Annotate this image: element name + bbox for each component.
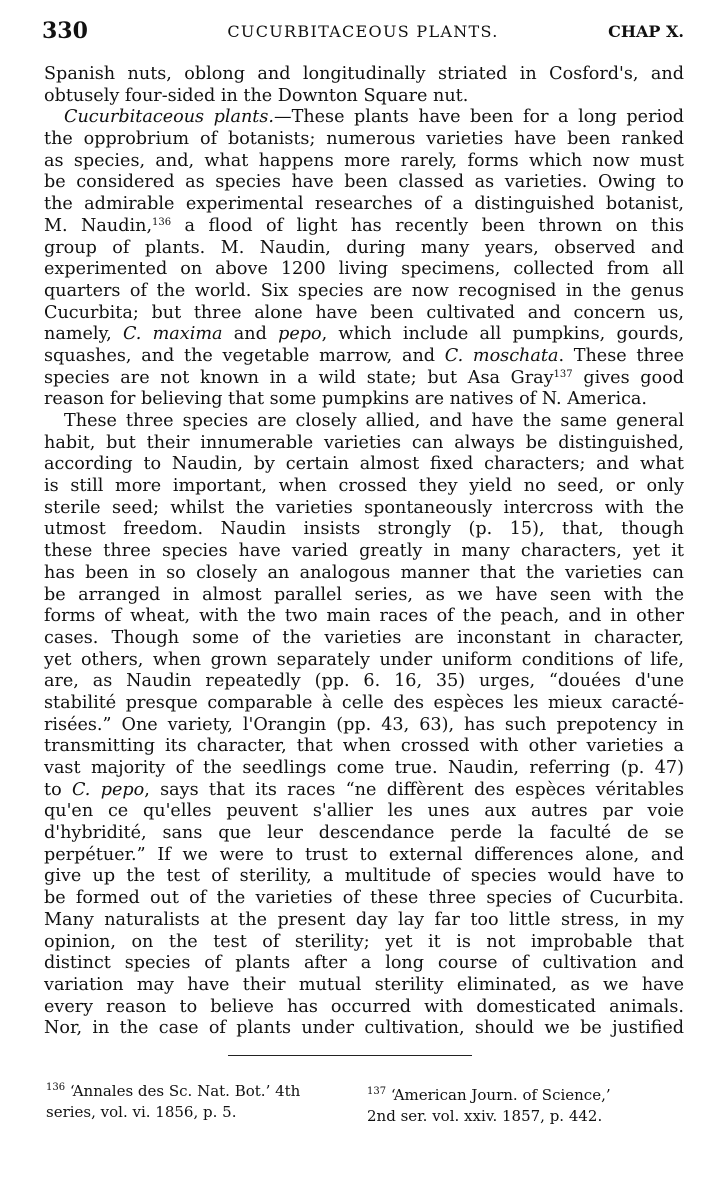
species-name: C. moschata — [444, 345, 559, 366]
text-line: Cucurbitaceous plants.—These plants have been for a long period — [64, 107, 684, 128]
text-line: has been in so closely an analogous manner that the varieties can — [44, 562, 684, 583]
text-line: yet others, when grown separately under uniform conditions of life, — [44, 649, 684, 670]
footnote-ref-136: 136 — [152, 216, 172, 228]
text-line: These three species are closely allied, and have the same general — [64, 411, 684, 431]
footnote-number: 136 — [46, 1082, 66, 1093]
text-line: forms of wheat, with the two main races of the peach, and in other — [44, 606, 684, 627]
text-line: as species, and, what happens more rarely, forms which now must — [44, 150, 684, 171]
text-line: according to Naudin, by certain almost fixed characters; and what — [44, 454, 684, 475]
section-heading: Cucurbitaceous plants. — [64, 107, 274, 128]
text-line: perpétuer.” If we were to trust to external differences alone, and — [44, 844, 684, 865]
body-text — [44, 64, 684, 1040]
chapter-label: CHAP X. — [608, 22, 684, 41]
text-line: reason for believing that some pumpkins are natives of N. America. — [44, 389, 648, 410]
text-line: Cucurbita; but three alone have been cultivated and concern us, — [44, 302, 684, 323]
text-line: stabilité presque comparable à celle des espèces les mieux caracté- — [44, 692, 684, 713]
text-line: these three species have varied greatly in many characters, yet it — [44, 541, 684, 562]
text-line: Nor, in the case of plants under cultivation, should we be justified — [44, 1018, 684, 1039]
text-line: d'hybridité, sans que leur descendance perde la faculté de se — [44, 823, 684, 844]
text-line: the opprobrium of botanists; numerous varieties have been ranked — [44, 129, 684, 150]
text-line: transmitting its character, that when crossed with other varieties a — [44, 736, 684, 757]
running-title: CUCURBITACEOUS PLANTS. — [227, 22, 499, 41]
footnote-ref-137: 137 — [553, 368, 573, 380]
text-line: risées.” One variety, l'Orangin (pp. 43, 63), has such prepotency in — [44, 714, 684, 735]
text-line: sterile seed; whilst the varieties spontaneously intercross with the — [44, 497, 684, 518]
species-name: C. pepo — [71, 779, 145, 800]
text-line: the admirable experimental researches of a distinguished botanist, — [44, 194, 684, 215]
text-line: be formed out of the varieties of these three species of Cucurbita. — [44, 888, 684, 909]
text-line: be considered as species have been classed as varieties. Owing to — [44, 172, 684, 193]
text-line: distinct species of plants after a long course of cultivation and — [44, 953, 684, 974]
text-line: species are not known in a wild state; but Asa Gray$^{137}$ gives good — [44, 367, 684, 388]
text-line: namely, C. maxima and pepo, which include all pumpkins, gourds, — [44, 324, 684, 345]
text-line: be arranged in almost parallel series, as we have seen with the — [44, 584, 684, 605]
text-line: to C. pepo, says that its races “ne diffèrent des espèces véritables — [44, 779, 684, 800]
text-line: vast majority of the seedlings come true. Naudin, referring (p. 47) — [44, 758, 684, 778]
text-line: variation may have their mutual sterility eliminated, as we have — [44, 974, 684, 995]
species-name: C. maxima — [122, 324, 223, 345]
text-line: M. Naudin,$^{136}$ a flood of light has recently been thrown on this — [44, 215, 684, 236]
text-line: cases. Though some of the varieties are inconstant in character, — [44, 627, 684, 648]
footnote-137: $^{137}$ ‘American Journ. of Science,’ 2nd ser. vol. xxiv. 1857, p. 442. — [367, 1086, 611, 1125]
text-line: Spanish nuts, oblong and longitudinally striated in Cosford's, and — [44, 64, 684, 84]
text-line: qu'en ce qu'elles peuvent s'allier les unes aux autres par voie — [44, 801, 684, 822]
text-line: give up the test of sterility, a multitude of species would have to — [44, 866, 684, 887]
text-line: utmost freedom. Naudin insists strongly (p. 15), that, though — [44, 519, 684, 540]
text-line: quarters of the world. Six species are now recognised in the genus — [44, 280, 684, 301]
text-line: obtusely four-sided in the Downton Square nut. — [44, 85, 469, 106]
text-line: group of plants. M. Naudin, during many years, observed and — [44, 237, 684, 258]
text-line: experimented on above 1200 living specimens, collected from all — [44, 259, 684, 280]
footnote-divider — [228, 1055, 472, 1056]
text-line: squashes, and the vegetable marrow, and C. moschata. These three — [44, 345, 684, 366]
text-line: Many naturalists at the present day lay far too little stress, in my — [44, 909, 684, 930]
footnote-136: $^{136}$ ‘Annales des Sc. Nat. Bot.’ 4th series, vol. vi. 1856, p. 5. — [46, 1082, 301, 1121]
text-line: opinion, on the test of sterility; yet it is not improbable that — [44, 931, 684, 952]
page-number: 330 — [42, 18, 88, 44]
text-line: is still more important, when crossed they yield no seed, or only — [44, 476, 684, 497]
text-line: habit, but their innumerable varieties can always be distinguished, — [44, 432, 684, 453]
text-line: every reason to believe has occurred with domesticated animals. — [44, 996, 684, 1017]
text-line: are, as Naudin repeatedly (pp. 6. 16, 35) urges, “douées d'une — [44, 671, 684, 692]
footnote-number: 137 — [367, 1086, 387, 1097]
page-header — [42, 18, 684, 48]
species-name: pepo — [278, 324, 322, 345]
